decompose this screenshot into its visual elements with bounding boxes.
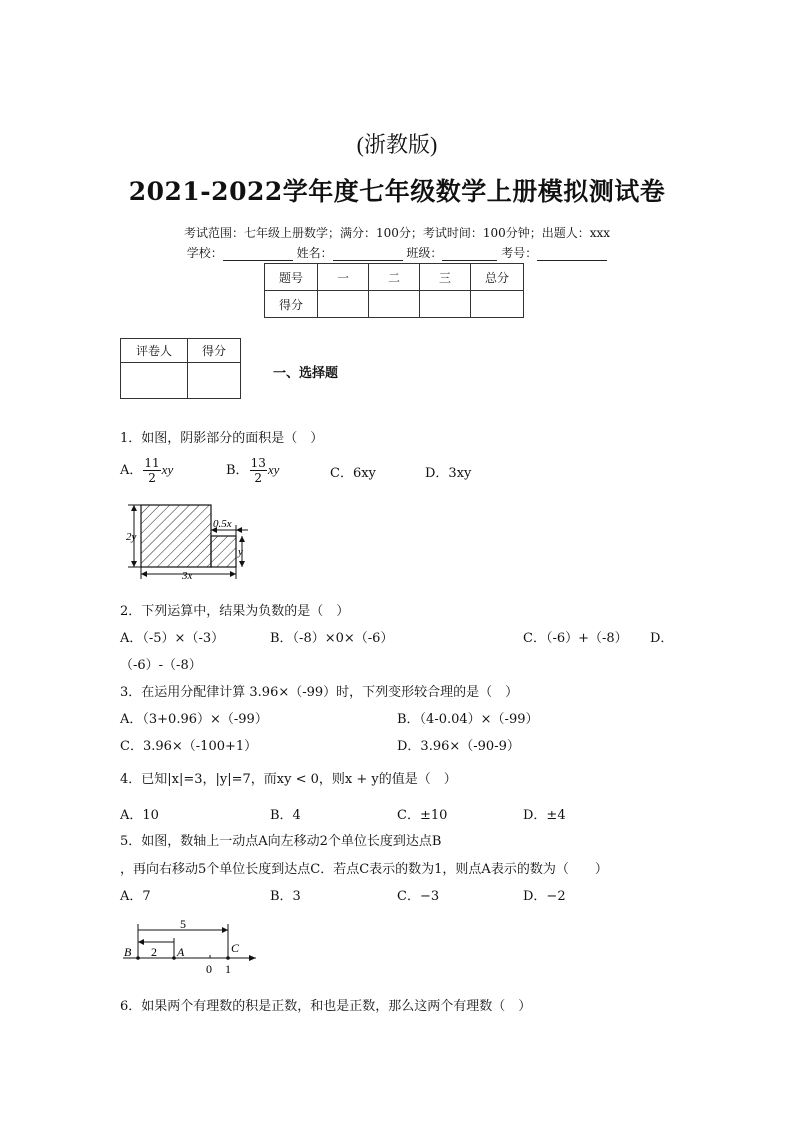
q2-option-d-cont[interactable]: （-6）-（-8） <box>120 658 202 673</box>
bottom-label: 3x <box>182 570 193 582</box>
score-cell[interactable] <box>318 291 369 318</box>
page-title: 2021-2022学年度七年级数学上册模拟测试卷 <box>128 177 666 206</box>
right-label: y <box>238 546 243 558</box>
exam-info: 考试范围：七年级上册数学；满分：100分；考试时间：100分钟；出题人：xxx <box>183 226 611 240</box>
school-blank[interactable] <box>223 248 293 261</box>
score-row-label: 得分 <box>265 291 318 318</box>
q1-figure <box>118 497 258 585</box>
arrow-down <box>131 561 137 567</box>
grader-cell[interactable] <box>121 363 188 399</box>
q2-option-c[interactable]: C．（-6）+（-8） <box>523 631 628 646</box>
arrow-down <box>239 561 245 567</box>
score-table <box>264 263 524 318</box>
score-header-cell: 一 <box>318 264 369 291</box>
label-1: 1 <box>225 962 231 976</box>
axis-arrow <box>249 955 256 961</box>
arrow-up <box>239 536 245 542</box>
arrow-left <box>141 571 147 577</box>
arrow-right <box>230 571 236 577</box>
student-fields <box>0 244 794 261</box>
q5-option-b[interactable]: B．3 <box>270 889 301 904</box>
q5-number-line <box>118 914 263 976</box>
label-2: 2 <box>151 945 157 959</box>
small-rect <box>211 536 236 567</box>
grader-score-cell[interactable] <box>188 363 241 399</box>
q3-option-d[interactable]: D．3.96×（-90-9） <box>397 739 520 754</box>
arrow-left <box>138 939 144 945</box>
q1-option-c[interactable]: C．6xy <box>330 466 376 481</box>
q6-stem: 6．如果两个有理数的积是正数，和也是正数，那么这两个有理数（ ） <box>120 999 532 1014</box>
arrow-right <box>222 927 228 933</box>
grader-header: 评卷人 <box>121 339 188 363</box>
q5-option-d[interactable]: D．−2 <box>523 889 566 904</box>
point-B <box>136 956 140 960</box>
q4-stem: 4．已知|x|=3，|y|=7，而xy < 0，则x + y的值是（ ） <box>120 772 457 787</box>
arrow-up <box>131 505 137 511</box>
school-label: 学校： <box>186 246 223 260</box>
q4-option-d[interactable]: D．±4 <box>523 808 566 823</box>
score-header-cell: 总分 <box>471 264 524 291</box>
point-C <box>226 956 230 960</box>
grader-score-header: 得分 <box>188 339 241 363</box>
q5-stem: 5．如图，数轴上一动点A向左移动2个单位长度到达点B <box>120 834 442 849</box>
q2-option-d[interactable]: D． <box>650 631 674 646</box>
label-C: C <box>231 941 240 955</box>
option-label: A． <box>120 463 143 478</box>
q5-option-c[interactable]: C．−3 <box>397 889 440 904</box>
q1-option-b[interactable] <box>226 452 279 488</box>
score-cell[interactable] <box>369 291 420 318</box>
name-blank[interactable] <box>333 248 403 261</box>
q4-option-c[interactable]: C．±10 <box>397 808 448 823</box>
large-rect <box>141 505 211 567</box>
class-blank[interactable] <box>442 248 497 261</box>
q1-option-d[interactable]: D．3xy <box>425 466 472 481</box>
exam-no-blank[interactable] <box>537 248 607 261</box>
edition-label: (浙教版) <box>356 132 438 157</box>
variable: xy <box>267 462 280 477</box>
denominator: 2 <box>148 471 156 485</box>
score-cell[interactable] <box>471 291 524 318</box>
q2-stem: 2．下列运算中，结果为负数的是（ ） <box>120 604 350 619</box>
arrow-left <box>236 527 242 533</box>
q3-option-c[interactable]: C．3.96×（-100+1） <box>120 739 258 754</box>
q2-option-a[interactable]: A．（-5）×（-3） <box>120 631 225 646</box>
q4-option-a[interactable]: A．10 <box>120 808 159 823</box>
label-0: 0 <box>206 962 212 976</box>
class-label: 班级： <box>406 246 443 260</box>
label-B: B <box>124 945 132 959</box>
variable: xy <box>161 462 174 477</box>
option-label: B． <box>226 463 249 478</box>
q3-option-a[interactable]: A．（3+0.96）×（-99） <box>120 712 268 727</box>
exam-no-label: 考号： <box>501 246 538 260</box>
name-label: 姓名： <box>296 246 333 260</box>
q1-stem: 1．如图，阴影部分的面积是（ ） <box>120 431 324 446</box>
q1-option-a[interactable] <box>120 452 173 488</box>
q4-option-b[interactable]: B．4 <box>270 808 301 823</box>
q3-option-b[interactable]: B．（4-0.04）×（-99） <box>397 712 539 727</box>
section-title: 一、选择题 <box>273 366 339 381</box>
score-header-cell: 题号 <box>265 264 318 291</box>
q2-option-b[interactable]: B．（-8）×0×（-6） <box>270 631 394 646</box>
score-header-cell: 二 <box>369 264 420 291</box>
numerator: 13 <box>250 456 266 470</box>
score-cell[interactable] <box>420 291 471 318</box>
fraction <box>143 456 160 485</box>
grader-table <box>120 338 241 399</box>
score-header-cell: 三 <box>420 264 471 291</box>
label-A: A <box>177 945 185 959</box>
q5-stem-cont: ，再向右移动5个单位长度到达点C．若点C表示的数为1，则点A表示的数为（ ） <box>120 862 608 877</box>
denominator: 2 <box>254 471 263 485</box>
q3-stem: 3．在运用分配律计算 3.96×（-99）时，下列变形较合理的是（ ） <box>120 685 519 700</box>
left-label: 2y <box>126 531 137 543</box>
point-A <box>172 956 176 960</box>
numerator: 11 <box>144 456 160 470</box>
q5-option-a[interactable]: A．7 <box>120 889 151 904</box>
top-label: 0.5x <box>213 518 232 530</box>
fraction <box>250 456 267 485</box>
label-5: 5 <box>180 917 186 931</box>
